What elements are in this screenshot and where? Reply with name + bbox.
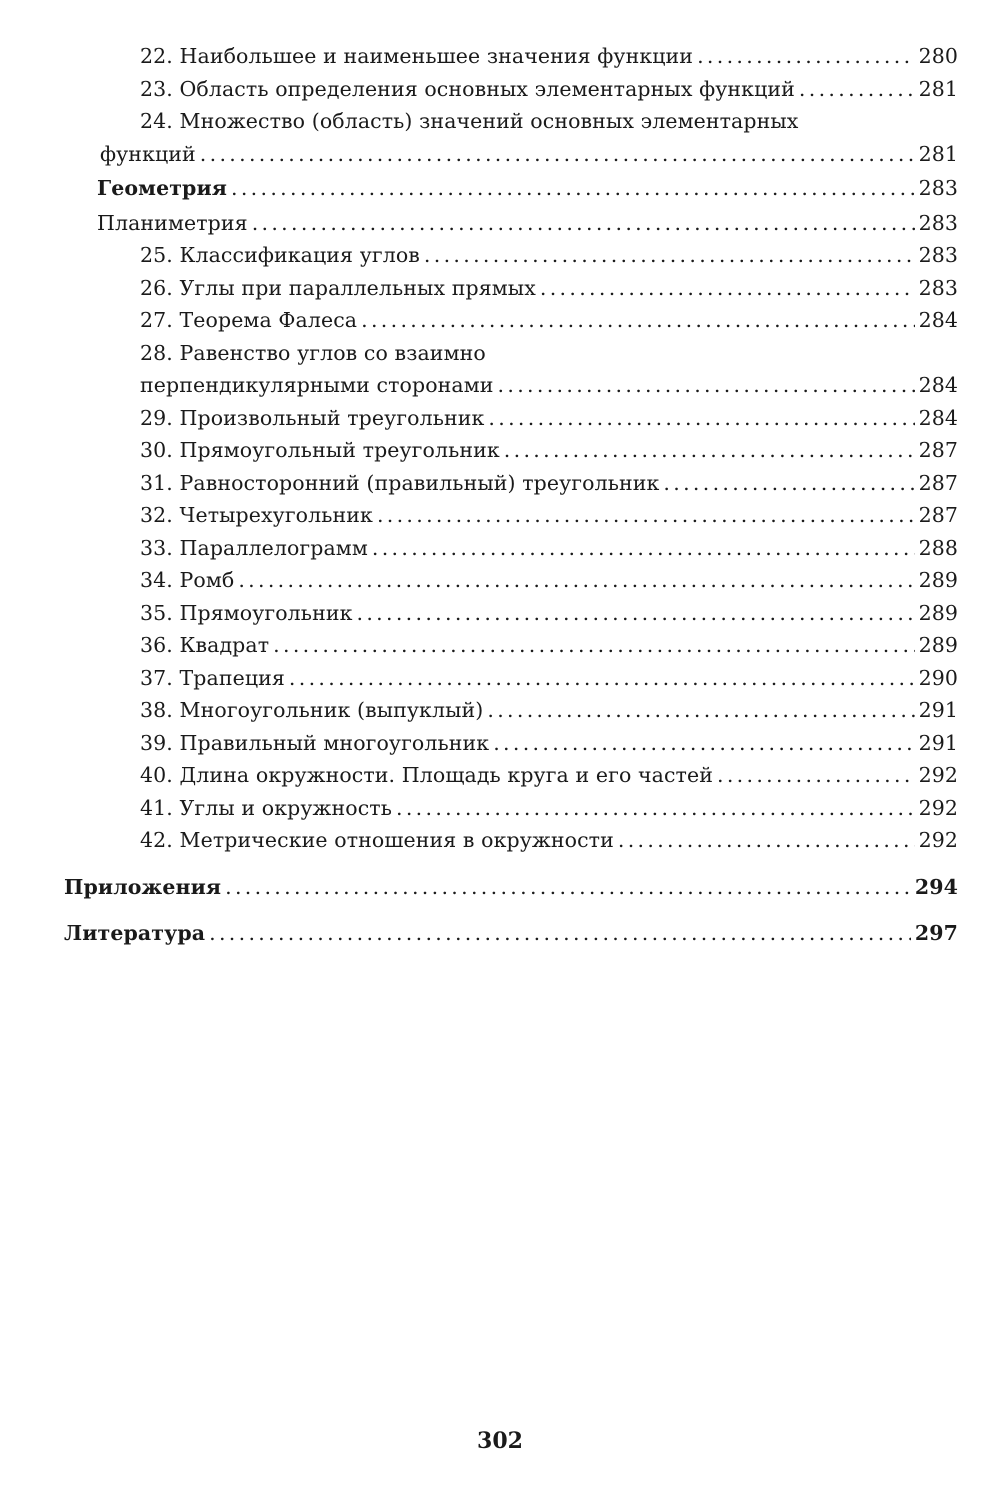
toc-entry-title-line1: 28. Равенство углов со взаимно	[140, 340, 486, 365]
table-of-contents	[0, 40, 1000, 950]
toc-entry-page: 283	[915, 239, 958, 272]
toc-entry-page: 289	[915, 597, 958, 630]
toc-entry-title: 26. Углы при параллельных прямых	[140, 275, 536, 300]
toc-entry[interactable]	[140, 759, 1000, 792]
toc-entry-page: 292	[915, 824, 958, 857]
toc-entry-title: 32. Четырехугольник	[140, 503, 373, 527]
toc-entry[interactable]	[140, 499, 1000, 532]
toc-entry-title: 35. Прямоугольник	[140, 600, 353, 625]
toc-entry-page: 288	[915, 532, 958, 565]
toc-entry-title-line2: функций	[100, 141, 196, 166]
toc-entry[interactable]	[140, 629, 1000, 662]
toc-entry-title: 33. Параллелограмм	[140, 535, 368, 560]
toc-entry-title: 38. Многоугольник (выпуклый)	[140, 698, 484, 722]
toc-entry[interactable]	[140, 694, 1000, 727]
toc-entry[interactable]	[100, 105, 1000, 170]
toc-entry-page: 290	[915, 662, 958, 695]
toc-entry-page: 280	[915, 40, 958, 73]
toc-entry[interactable]	[140, 662, 1000, 695]
toc-entry-title: 36. Квадрат	[140, 633, 270, 657]
toc-entry-title: 40. Длина окружности. Площадь круга и его частей	[140, 763, 713, 787]
toc-chapter-title: Приложения	[64, 874, 222, 899]
toc-chapter[interactable]	[64, 871, 1000, 904]
toc-entry[interactable]	[140, 597, 1000, 630]
toc-chapter-title: Литература	[64, 921, 206, 945]
toc-entry-page: 287	[915, 434, 958, 467]
toc-entry[interactable]	[140, 792, 1000, 825]
toc-entry-title: 25. Классификация углов	[140, 243, 420, 267]
toc-entry[interactable]	[140, 564, 1000, 597]
toc-section-page: 283	[915, 172, 958, 205]
toc-entry-title-line2: перпендикулярными сторонами	[140, 373, 494, 397]
toc-entry-title: 42. Метрические отношения в окружности	[140, 828, 614, 852]
toc-entry-title: 31. Равносторонний (правильный) треугольник	[140, 470, 660, 495]
toc-entry[interactable]	[140, 239, 1000, 272]
toc-entry[interactable]	[140, 402, 1000, 435]
toc-entry-page: 284	[915, 402, 958, 435]
toc-entry-title: 34. Ромб	[140, 568, 235, 592]
toc-entry-title: 37. Трапеция	[140, 665, 285, 690]
toc-subsection-page: 283	[915, 207, 958, 240]
toc-section-title: Геометрия	[97, 176, 228, 200]
toc-entry-page: 284	[915, 369, 958, 402]
toc-entry-page: 281	[915, 73, 958, 106]
toc-entry[interactable]	[140, 467, 1000, 500]
toc-entry-page: 291	[915, 727, 958, 760]
toc-entry-title: 23. Область определения основных элементарных функций	[140, 76, 795, 101]
toc-chapter-page: 297	[911, 917, 958, 950]
toc-chapter-page: 294	[911, 871, 958, 904]
toc-entry-page: 292	[915, 759, 958, 792]
toc-entry-page: 291	[915, 694, 958, 727]
toc-entry-title: 29. Произвольный треугольник	[140, 405, 485, 430]
toc-entry-page: 289	[915, 629, 958, 662]
toc-entry-page: 287	[915, 499, 958, 532]
toc-entry-page: 292	[915, 792, 958, 825]
toc-entry[interactable]	[140, 434, 1000, 467]
toc-entry[interactable]	[140, 272, 1000, 305]
toc-entry[interactable]	[140, 337, 1000, 402]
toc-entry-page: 284	[915, 304, 958, 337]
toc-entry-title: 27. Теорема Фалеса	[140, 308, 358, 332]
toc-entry-title: 30. Прямоугольный треугольник	[140, 438, 500, 462]
toc-chapter[interactable]	[64, 917, 1000, 950]
toc-entry-title: 39. Правильный многоугольник	[140, 730, 490, 755]
toc-entry[interactable]	[140, 532, 1000, 565]
toc-entry-title-line1: 24. Множество (область) значений основных элементарных	[140, 109, 799, 133]
toc-entry[interactable]	[140, 824, 1000, 857]
toc-entry[interactable]	[140, 304, 1000, 337]
toc-entry-page: 281	[915, 138, 958, 171]
toc-entry[interactable]	[140, 73, 1000, 106]
toc-entry-title: 41. Углы и окружность	[140, 795, 392, 820]
page-number: 302	[477, 1428, 523, 1454]
toc-entry-page: 283	[915, 272, 958, 305]
toc-entry-page: 289	[915, 564, 958, 597]
toc-entry-title: 22. Наибольшее и наименьшее значения функции	[140, 44, 694, 68]
toc-subsection[interactable]	[97, 207, 1000, 240]
toc-entry[interactable]	[140, 727, 1000, 760]
toc-subsection-title: Планиметрия	[97, 210, 248, 235]
toc-entry[interactable]	[140, 40, 1000, 73]
toc-entry-page: 287	[915, 467, 958, 500]
toc-section[interactable]	[97, 172, 1000, 205]
